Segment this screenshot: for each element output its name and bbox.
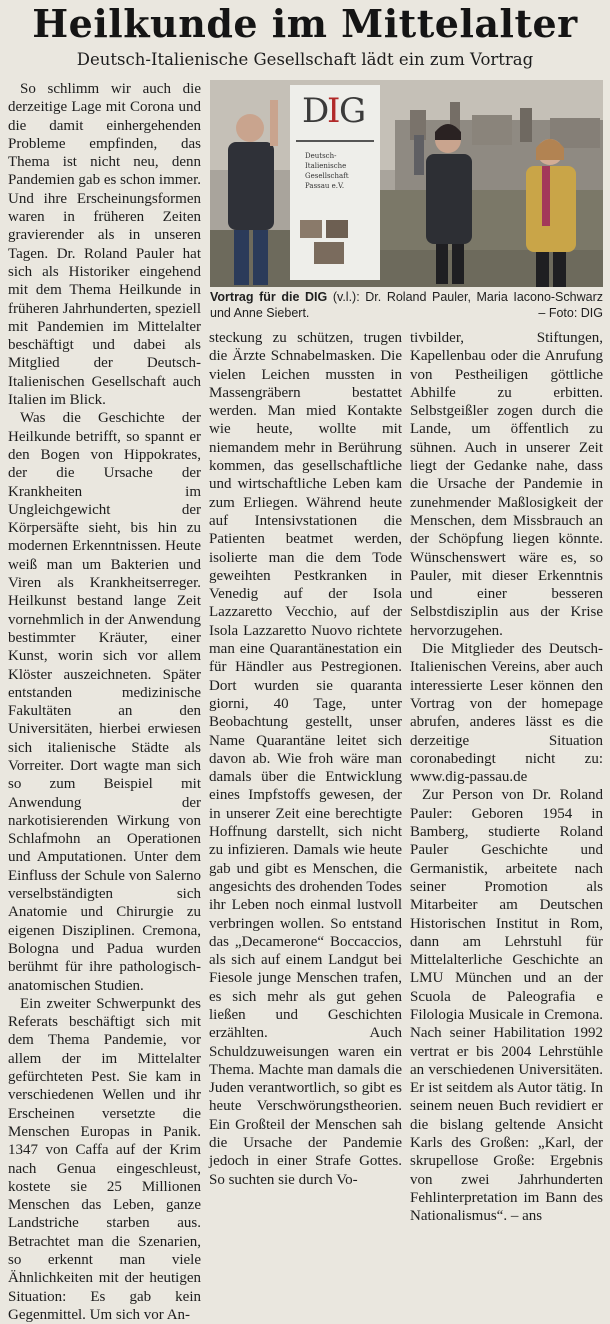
article-headline: Heilkunde im Mittelalter bbox=[32, 1, 578, 46]
banner-logo: D bbox=[302, 91, 330, 131]
text-column-1 bbox=[8, 80, 201, 1323]
paragraph: Ein zweiter Schwerpunkt des Referats beschäftigt sich mit dem Thema Pandemie, vor allem der im Mittelalter gefürchteten Pest. Sie kam in verschiedenen Wellen und ihr Erscheinen versetzte die Menschen Europas in Panik. 1347 von Caffa auf der Krim nach Genua eingeschleust, kostete sie 25 Millionen Menschen das Leben, ganze Landstriche starben aus. Betrachtet man die Szenarien, so erkennt man viele Ähnlichkeiten mit der heutigen Situation: Es gab kein Gegenmittel. Um sich vor An- bbox=[8, 995, 201, 1323]
svg-text:I: I bbox=[327, 91, 341, 131]
svg-text:Italienische: Italienische bbox=[305, 162, 347, 170]
paragraph: Was die Geschichte der Heilkunde betrifft, so spannt er den Bogen von Hippokrates, der die Ursache der Krankheiten im Ungleichgewicht der Körpersäfte sieht, bis hin zu modernen Erkenntnissen. Heute weiß man um Bakterien und Viren als Krankheitserreger. Heilkunst bestand lange Zeit vornehmlich in der Anwendung bestimmter Kräuter, einer Kunst, worin sich vor allem Klöster auszeichneten. Später entstanden medizinische Fakultäten an den Universitäten, hierbei erwiesen sich italienische Städte als Vorreiter. Dort wagte man sich so zum Beispiel mit Anwendung der narkotisierenden Wirkung von Schlafmohn an Operationen und Amputationen. Unter dem Einfluss der Schule von Salerno verselbständigten sich Anatomie und Chirurgie zu eigenen Disziplinen. Cremona, Bologna und Padua wurden berühmt für ihre pathologisch-anatomischen Studien. bbox=[8, 410, 201, 994]
caption-label: Vortrag für die DIG bbox=[210, 290, 328, 304]
paragraph: steckung zu schützen, trugen die Ärzte Schnabelmasken. Die vielen Leichen mussten in Massengräbern bestattet werden. Man mied Kontakte wie heute, wollte mit niemandem mehr in Berührung kommen, das gesellschaftliche und wirtschaftliche Leben kam zum Erliegen. Während heute auf Intensivstationen die Patienten beatmet werden, isolierte man die dem Tode geweihten Pestkranken in Venedig auf der Isola Lazzaretto Vecchio, auf der Isola Lazzaretto Nuovo richtete man eine Quarantänestation ein für Händler aus Pestregionen. Dort wurden sie quaranta giorni, 40 Tage, unter Beobachtung gestellt, unser Name Quarantäne leitet sich davon ab. Wie froh wäre man damals über die Entwicklung eines Impfstoffs gewesen, der in unserer Zeit eine berechtigte Hoffnung darstellt, sich nicht zu infizieren. Damals wie heute gab und gibt es Menschen, die angesichts des drohenden Todes ihr Leben noch einmal lustvoll verbringen wollen. So entstand das „Decamerone“ Boccaccios, als sich auf einem Landgut bei Fiesole junge Menschen trafen, es sich mehr als gut gehen ließen und Geschichten erzählten. Auch Schuldzuweisungen waren ein Thema. Machte man damals die Juden verantwortlich, so gibt es heute Verschwörungstheorien. Ein Großteil der Menschen sah die Ursache der Pandemie jedoch in einer Strafe Gottes. So suchten sie durch Vo- bbox=[209, 330, 402, 1188]
svg-text:Passau e.V.: Passau e.V. bbox=[305, 182, 345, 190]
article-photo bbox=[210, 80, 603, 287]
paragraph: So schlimm wir auch die derzeitige Lage mit Corona und die damit einhergehenden Probleme empfinden, das Thema ist nicht neu, denn Pandemien gab es schon immer. Und ihre Erscheinungsformen waren in früheren Zeiten gravierender als in unseren Tagen. Dr. Roland Pauler hat sich als Historiker eingehend mit dem Thema Heilkunde in früheren Jahrhunderten, speziell mit Pandemien im Mittelalter beschäftigt und dabei als Mitglied der Deutsch-Italienischen Gesellschaft auch Italien im Blick. bbox=[8, 81, 201, 409]
paragraph: Zur Person von Dr. Roland Pauler: Geboren 1954 in Bamberg, studierte Roland Pauler Geschichte und Germanistik, arbeitete nach seiner Promotion als Mitarbeiter am Deutschen Historischen Institut in Rom, dann am Lehrstuhl für Mittelalterliche Geschichte an LMU München und an der Scuola de Paleografia e Filologia Musicale in Cremona. Nach seiner Habilitation 1992 vertrat er bis 2004 Lehrstühle an verschiedenen Universitäten. Er ist seitdem als Autor tätig. In seinem neuen Buch revidiert er die bislang geltende Ansicht Karls des Großen: „Karl, der skrupellose Große: Ergebnis von zwei Jahrhunderten Fehlinterpretation im Bann des Nationalismus“. – ans bbox=[410, 787, 603, 1225]
caption-text: (v.l.): Dr. Roland Pauler, Maria Iacono-Schwarz und Anne Siebert. bbox=[210, 290, 603, 320]
paragraph: Die Mitglieder des Deutsch-Italienischen Vereins, aber auch interessierte Leser können den Vortrag von der homepage abrufen, anderes lässt es die derzeitige Situation coronabedingt nicht zu: www.dig-passau.de bbox=[410, 641, 603, 786]
paragraph: tivbilder, Stiftungen, Kapellenbau oder die Anrufung von Pestheiligen göttliche Abhilfe zu erbitten. Selbstgeißler zogen durch die Lande, um öffentlich zu sühnen. Auch in unserer Zeit liegt der Gedanke nahe, dass die Ursache der Pandemie in zunehmender Maßlosigkeit der Menschen, dem Missbrauch an der Schöpfung liegen könnte. Wünschenswert wäre es, so Pauler, mit dieser Erkenntnis und einer besseren Selbstdisziplin aus der Krise hervorzugehen. bbox=[410, 330, 603, 639]
svg-text:G: G bbox=[339, 91, 367, 131]
svg-text:Gesellschaft: Gesellschaft bbox=[305, 172, 349, 180]
svg-text:Deutsch-: Deutsch- bbox=[305, 152, 337, 160]
article-subheadline: Deutsch-Italienische Gesellschaft lädt ein zum Vortrag bbox=[76, 50, 534, 69]
caption-credit: – Foto: DIG bbox=[538, 306, 603, 320]
group-photo bbox=[210, 80, 603, 287]
photo-caption bbox=[210, 289, 603, 321]
text-column-3 bbox=[410, 329, 603, 1225]
text-column-2 bbox=[209, 329, 402, 1188]
